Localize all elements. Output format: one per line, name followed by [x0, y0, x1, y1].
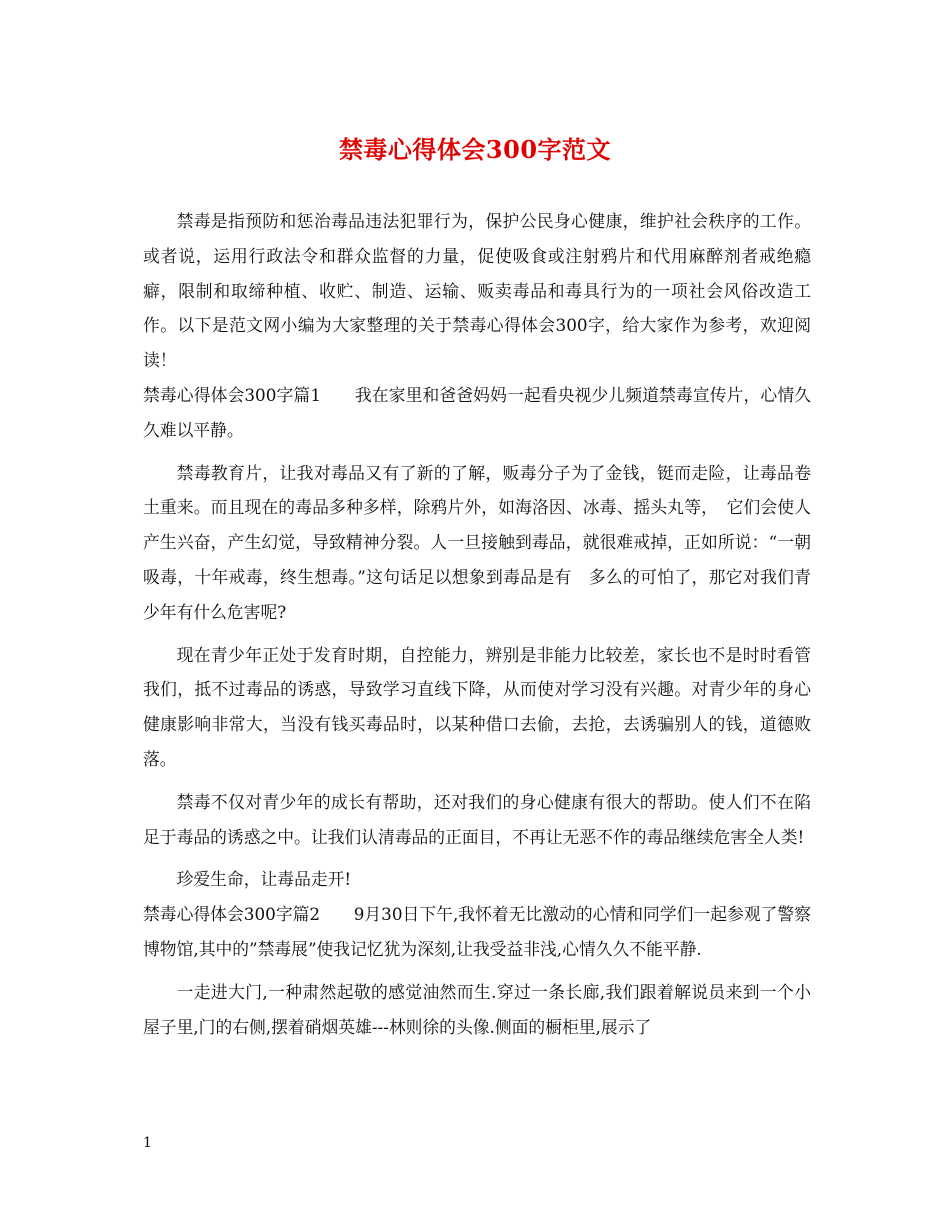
paragraph-piece2-heading: 禁毒心得体会300字篇2 9月30日下午,我怀着无比激动的心情和同学们一起参观了警察博物馆,其中的”禁毒展”使我记忆犹为深刻,让我受益非浅,心情久久不能平静. — [143, 904, 811, 959]
paragraph-piece1-closing: 珍爱生命，让毒品走开! — [176, 869, 352, 890]
document-title: 禁毒心得体会300字范文 — [338, 135, 612, 164]
paragraph-piece1-heading: 禁毒心得体会300字篇1 我在家里和爸爸妈妈一起看央视少儿频道禁毒宣传片，心情久久难以平静。 — [143, 384, 811, 440]
document-body — [143, 204, 811, 1044]
paragraph-intro: 禁毒是指预防和惩治毒品违法犯罪行为，保护公民身心健康，维护社会秩序的工作。或者说，运用行政法令和群众监督的力量，促使吸食或注射鸦片和代用麻醉剂者戒绝瘾癖，限制和取缔种植、收贮、制造、运输、贩卖毒品和毒具行为的一项社会风俗改造工作。以下是范文网小编为大家整理的关于禁毒心得体会300字，给大家作为参考，欢迎阅读！ — [143, 211, 811, 371]
paragraph-piece2-body-1: 一走进大门,一种肃然起敬的感觉油然而生.穿过一条长廊,我们跟着解说员来到一个小屋子里,门的右侧,摆着硝烟英雄---林则徐的头像.侧面的橱柜里,展示了 — [143, 981, 811, 1037]
paragraph-piece1-body-2: 现在青少年正处于发育时期，自控能力，辨别是非能力比较差，家长也不是时时看管我们，抵不过毒品的诱惑，导致学习直线下降，从而使对学习没有兴趣。对青少年的身心健康影响非常大，当没有钱买毒品时，以某种借口去偷，去抢，去诱骗别人的钱，道德败落。 — [143, 644, 811, 769]
page-number: 1 — [143, 1135, 152, 1151]
paragraph-piece1-body-1: 禁毒教育片，让我对毒品又有了新的了解，贩毒分子为了金钱，铤而走险，让毒品卷土重来。而且现在的毒品多种多样，除鸦片外，如海洛因、冰毒、摇头丸等， 它们会使人产生兴奋，产生幻觉，导致精神分裂。人一旦接触到毒品，就很难戒掉，正如所说：“一朝吸毒，十年戒毒，终生想毒。”这句话足以想象到毒品是有 多么的可怕了，那它对我们青少年有什么危害呢? — [143, 462, 811, 622]
paragraph-piece1-body-3: 禁毒不仅对青少年的成长有帮助，还对我们的身心健康有很大的帮助。使人们不在陷足于毒品的诱惑之中。让我们认清毒品的正面目，不再让无恶不作的毒品继续危害全人类! — [143, 791, 811, 847]
